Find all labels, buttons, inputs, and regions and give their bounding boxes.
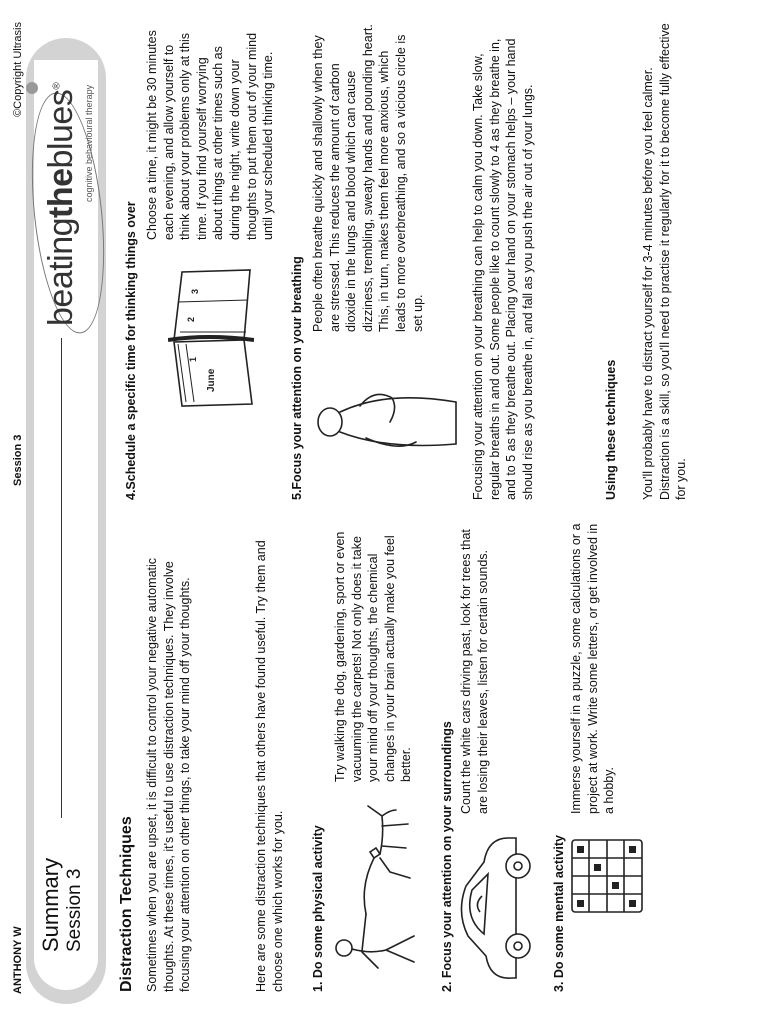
session-label: Session 3	[12, 434, 24, 486]
diary-illustration-icon	[168, 262, 254, 412]
technique-5-text: People often breathe quickly and shallowly when they are stressed. This reduces the amount of carbon dioxide in the lungs and blood which can cause dizziness, trembling, sweaty hands and pounding heart. This, in turn, makes them feel more anxious, which leads to more overbreathing, and so a vicious circle is set up.	[311, 24, 425, 332]
technique-1-heading: 1. Do some physical activity	[311, 825, 325, 992]
svg-text:2: 2	[186, 316, 196, 322]
car-illustration-icon	[456, 834, 538, 984]
technique-4-text: Choose a time, it might be 30 minutes each evening, and allow yourself to think about your problems only at this time. If you find yourself worrying about things at other times such as during the night, write down your thoughts to put them out of your mind until your scheduled thinking time.	[145, 30, 276, 240]
breathing-figure-illustration-icon	[306, 342, 466, 472]
copyright: ©Copyright Ultrasis	[12, 22, 24, 117]
svg-text:June: June	[206, 368, 217, 392]
logo-dot-icon	[26, 82, 38, 94]
using-techniques-text: You'll probably have to distract yourself for 3-4 minutes before you feel calmer. Distraction is a skill, so you'll need to practise it regularly for it to become fully effective for you.	[641, 23, 689, 500]
summary-title: Summary	[38, 857, 63, 952]
puzzle-grid-illustration-icon	[568, 834, 648, 916]
using-techniques-heading: Using these techniques	[604, 359, 618, 500]
logo-tagline: cognitive behavioural therapy	[84, 84, 94, 202]
svg-text:3: 3	[190, 288, 200, 294]
beating-the-blues-logo: beatingtheblues®	[42, 82, 80, 326]
svg-text:1: 1	[188, 356, 198, 362]
technique-5-heading: 5.Focus your attention on your breathing	[290, 256, 304, 500]
technique-3-text: Immerse yourself in a puzzle, some calculations or a project at work. Write some letters, or get involved in a hobby.	[569, 523, 617, 814]
technique-3-heading: 3. Do some mental activity	[552, 834, 566, 992]
section-title: Distraction Techniques	[118, 816, 135, 992]
summary-subtitle: Session 3	[64, 868, 85, 952]
intro-paragraph-2: Here are some distraction techniques that others have found useful. Try them and choose one which works for you.	[254, 540, 285, 992]
summary-rule	[61, 338, 62, 818]
technique-5-text-2: Focusing your attention on your breathing can help to calm you down. Take slow, regular breaths in and out. Some people like to count slowly to 4 as they breathe in, and to 5 as they breathe out. Placing your hand on your stomach helps – your hand should rise as you breathe in, and fall as you push the air out of your lungs.	[471, 38, 535, 500]
patient-name: ANTHONY W	[12, 926, 24, 994]
technique-2-heading: 2. Focus your attention on your surroundings	[440, 721, 454, 992]
intro-paragraph: Sometimes when you are upset, it is difficult to control your negative automatic thoughts. At these times, it's useful to use distraction techniques. They involve focusing your attention on other things, to take your mind off your thoughts.	[145, 557, 193, 992]
technique-2-text: Count the white cars driving past, look for trees that are losing their leaves, listen for certain sounds.	[459, 529, 490, 814]
walking-dog-illustration-icon	[330, 796, 418, 976]
technique-4-heading: 4.Schedule a specific time for thinking things over	[124, 201, 138, 500]
technique-1-text: Try walking the dog, gardening, sport or even vacuuming the carpets! Not only does it take your mind off your thoughts, the chemical changes in your brain actually make you feel better.	[333, 531, 414, 782]
